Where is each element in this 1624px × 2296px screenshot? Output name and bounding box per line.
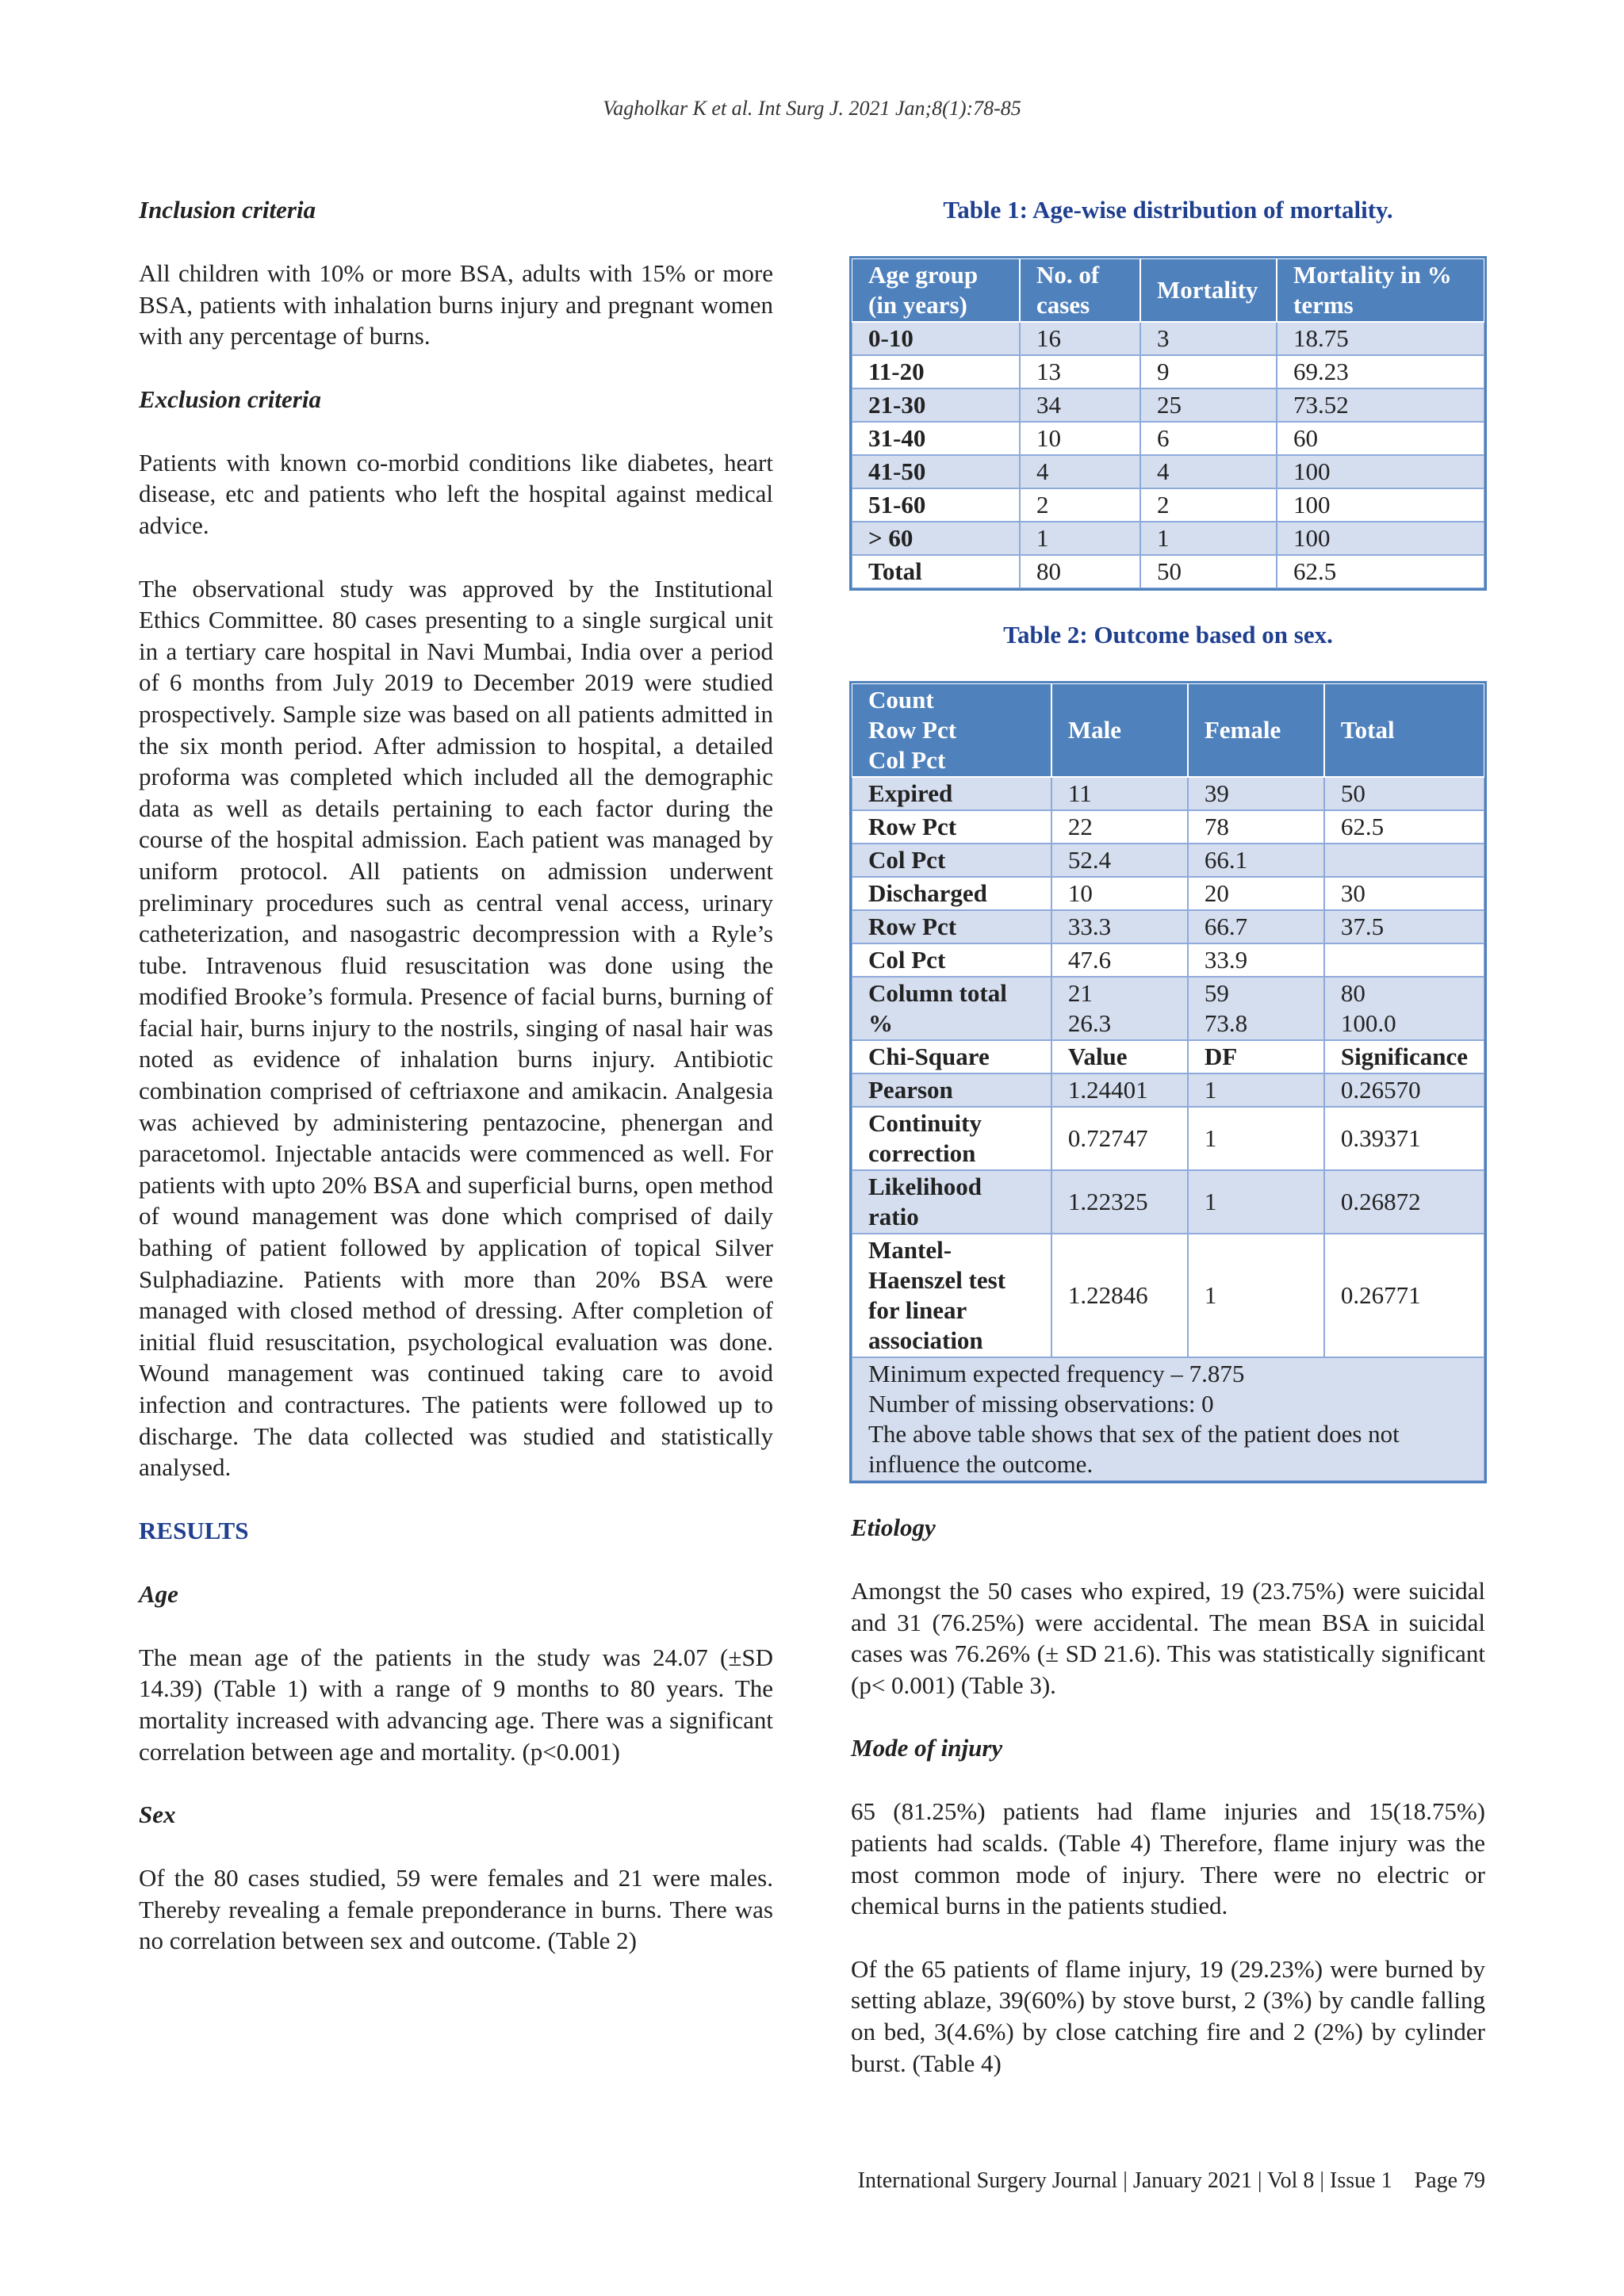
table2-header-label xyxy=(852,683,1051,777)
table-cell: 25 xyxy=(1140,388,1277,422)
table-cell: 10 xyxy=(1020,422,1140,455)
row-label: Likelihood ratio xyxy=(852,1170,1051,1234)
row-label: Row Pct xyxy=(852,810,1051,844)
cell-line: 73.8 xyxy=(1204,1009,1248,1037)
table-cell: 50 xyxy=(1324,777,1484,810)
row-label: 0-10 xyxy=(852,322,1020,355)
table-cell: 3 xyxy=(1140,322,1277,355)
row-label xyxy=(852,977,1051,1040)
table2-header-cell: Total xyxy=(1324,683,1484,777)
table-cell: 37.5 xyxy=(1324,910,1484,943)
table-row xyxy=(852,455,1484,488)
row-label-line: % xyxy=(868,1009,893,1037)
row-label: Expired xyxy=(852,777,1051,810)
left-column xyxy=(139,194,773,1988)
note-line: Minimum expected frequency – 7.875 xyxy=(868,1360,1245,1387)
table-cell: 16 xyxy=(1020,322,1140,355)
row-label: Col Pct xyxy=(852,844,1051,877)
table-cell: 69.23 xyxy=(1277,355,1484,388)
exclusion-heading: Exclusion criteria xyxy=(139,385,321,413)
table-row xyxy=(852,877,1484,910)
table-cell: 9 xyxy=(1140,355,1277,388)
table-row xyxy=(852,977,1484,1040)
row-label: 21-30 xyxy=(852,388,1020,422)
table-cell: 1.22846 xyxy=(1051,1234,1188,1357)
table-row xyxy=(852,322,1484,355)
right-column xyxy=(851,194,1485,2110)
sex-heading: Sex xyxy=(139,1800,176,1829)
cell-line: 59 xyxy=(1204,979,1229,1007)
table-cell: 39 xyxy=(1188,777,1324,810)
table-row xyxy=(852,1357,1484,1481)
table-cell: 100 xyxy=(1277,455,1484,488)
inclusion-text: All children with 10% or more BSA, adults with 15% or more BSA, patients with inhalation burns injury and pregnant women with any percentage of burns. xyxy=(139,259,773,350)
table-cell: 60 xyxy=(1277,422,1484,455)
table-cell: 1 xyxy=(1020,522,1140,555)
row-label: Pearson xyxy=(852,1073,1051,1107)
table-row xyxy=(852,1107,1484,1170)
table-cell: 4 xyxy=(1140,455,1277,488)
table-cell: Significance xyxy=(1324,1040,1484,1073)
table-cell: 52.4 xyxy=(1051,844,1188,877)
table-cell: 2 xyxy=(1020,488,1140,522)
row-label: Discharged xyxy=(852,877,1051,910)
table-cell: 33.3 xyxy=(1051,910,1188,943)
table-cell: 1.24401 xyxy=(1051,1073,1188,1107)
exclusion-text: Patients with known co-morbid conditions like diabetes, heart disease, etc and patients who left the hospital against medical advice. xyxy=(139,448,773,539)
table-cell: 30 xyxy=(1324,877,1484,910)
table-cell: 78 xyxy=(1188,810,1324,844)
table-row xyxy=(852,810,1484,844)
table-cell: 33.9 xyxy=(1188,943,1324,977)
table-cell: 50 xyxy=(1140,555,1277,588)
table1-header-cell: No. of cases xyxy=(1020,258,1140,322)
table-cell: 0.39371 xyxy=(1324,1107,1484,1170)
row-label: 31-40 xyxy=(852,422,1020,455)
table1-header-cell: Mortality in % terms xyxy=(1277,258,1484,322)
note-line: Number of missing observations: 0 xyxy=(868,1390,1214,1418)
table-cell: 62.5 xyxy=(1277,555,1484,588)
sex-text: Of the 80 cases studied, 59 were females and 21 were males. Thereby revealing a female preponderance in burns. There was no correlation between sex and outcome. (Table 2) xyxy=(139,1864,773,1955)
table-cell: 1 xyxy=(1188,1234,1324,1357)
table2-body xyxy=(852,777,1484,1481)
running-head: Vagholkar K et al. Int Surg J. 2021 Jan;8(1):78-85 xyxy=(603,97,1021,120)
table-row xyxy=(852,1073,1484,1107)
table-cell: 66.7 xyxy=(1188,910,1324,943)
table-cell: 0.72747 xyxy=(1051,1107,1188,1170)
cell-line: 21 xyxy=(1067,979,1093,1007)
mode-text-1: 65 (81.25%) patients had flame injuries and 15(18.75%) patients had scalds. (Table 4) Therefore, flame injury was the most common mode of injury. There were no electric or chemical burns in the patients studied. xyxy=(851,1797,1485,1920)
table-cell: 10 xyxy=(1051,877,1188,910)
table-row xyxy=(852,844,1484,877)
table-cell: 0.26872 xyxy=(1324,1170,1484,1234)
age-heading: Age xyxy=(139,1579,178,1608)
cell-line: 26.3 xyxy=(1067,1009,1112,1037)
table-cell: Value xyxy=(1051,1040,1188,1073)
table-cell xyxy=(1324,943,1484,977)
table-row xyxy=(852,422,1484,455)
table1-header-cell: Age group (in years) xyxy=(852,258,1020,322)
etiology-text: Amongst the 50 cases who expired, 19 (23.75%) were suicidal and 31 (76.25%) were accidental. The mean BSA in suicidal cases was 76.26% (± SD 21.6). This was statistically significant (p< 0.001) (Table 3). xyxy=(851,1577,1485,1699)
table-cell: 1 xyxy=(1188,1107,1324,1170)
row-label: Continuity correction xyxy=(852,1107,1051,1170)
table1-body xyxy=(852,322,1484,588)
results-heading: RESULTS xyxy=(139,1516,249,1544)
table-cell: 18.75 xyxy=(1277,322,1484,355)
table1-header-cell: Mortality xyxy=(1140,258,1277,322)
table-row xyxy=(852,1234,1484,1357)
table-row xyxy=(852,1170,1484,1234)
row-label: Chi-Square xyxy=(852,1040,1051,1073)
table-cell: 66.1 xyxy=(1188,844,1324,877)
table-row xyxy=(852,522,1484,555)
header-label-line: Count xyxy=(868,686,934,714)
table-row xyxy=(852,355,1484,388)
table-cell: 22 xyxy=(1051,810,1188,844)
mode-heading: Mode of injury xyxy=(851,1734,1003,1762)
table-cell: 2 xyxy=(1140,488,1277,522)
header-label-line: Row Pct xyxy=(868,716,957,744)
row-label: Col Pct xyxy=(852,943,1051,977)
page-footer: International Surgery Journal | January 2021 | Vol 8 | Issue 1 Page 79 xyxy=(857,2168,1485,2193)
table-row xyxy=(852,910,1484,943)
table-cell: 100 xyxy=(1277,522,1484,555)
table-cell: 47.6 xyxy=(1051,943,1188,977)
table-cell: 1.22325 xyxy=(1051,1170,1188,1234)
table-cell: 1 xyxy=(1188,1170,1324,1234)
row-label: 51-60 xyxy=(852,488,1020,522)
row-label: 11-20 xyxy=(852,355,1020,388)
table-cell: 1 xyxy=(1140,522,1277,555)
row-label: > 60 xyxy=(852,522,1020,555)
table2-caption: Table 2: Outcome based on sex. xyxy=(1003,621,1333,649)
cell-line: 100.0 xyxy=(1340,1009,1396,1037)
table1-caption: Table 1: Age-wise distribution of mortality. xyxy=(943,196,1393,224)
table-cell: 20 xyxy=(1188,877,1324,910)
table2 xyxy=(851,683,1485,1482)
table2-header-row xyxy=(852,683,1484,777)
table2-header-cell: Female xyxy=(1188,683,1324,777)
table-note xyxy=(852,1357,1484,1481)
table-row xyxy=(852,488,1484,522)
table-cell: 0.26570 xyxy=(1324,1073,1484,1107)
table-cell xyxy=(1324,844,1484,877)
row-label: Row Pct xyxy=(852,910,1051,943)
table-cell: 100 xyxy=(1277,488,1484,522)
inclusion-heading: Inclusion criteria xyxy=(139,196,316,224)
etiology-heading: Etiology xyxy=(851,1513,936,1541)
table-cell: 13 xyxy=(1020,355,1140,388)
table-cell: 4 xyxy=(1020,455,1140,488)
mode-text-2: Of the 65 patients of flame injury, 19 (29.23%) were burned by setting ablaze, 39(60%) by stove burst, 2 (3%) by candle falling on bed, 3(4.6%) by close catching fire and 2 (2%) by cylinder burst. (Table 4) xyxy=(851,1954,1485,2077)
table-cell xyxy=(1051,977,1188,1040)
table-cell: 6 xyxy=(1140,422,1277,455)
table-cell: 1 xyxy=(1188,1073,1324,1107)
row-label: Total xyxy=(852,555,1020,588)
table-cell xyxy=(1188,977,1324,1040)
table-row xyxy=(852,943,1484,977)
row-label: Mantel-Haenszel test for linear association xyxy=(852,1234,1051,1357)
table-cell: DF xyxy=(1188,1040,1324,1073)
table-row xyxy=(852,388,1484,422)
note-line: The above table shows that sex of the patient does not influence the outcome. xyxy=(868,1420,1400,1478)
methods-text: The observational study was approved by the Institutional Ethics Committee. 80 cases presenting to a single surgical unit in a tertiary care hospital in Navi Mumbai, India over a period of 6 months from July 2019 to December 2019 were studied prospectively. Sample size was based on all patients admitted in the six month period. After admission to hospital, a detailed proforma was completed which included all the demographic data as well as details pertaining to each factor during the course of the hospital admission. Each patient was managed by uniform protocol. All patients on admission underwent preliminary procedures such as central venal access, urinary catheterization, and nasogastric decompression with a Ryle’s tube. Intravenous fluid resuscitation was done using the modified Brooke’s formula. Presence of facial burns, burning of facial hair, burns injury to the nostrils, singing of nasal hair was noted as evidence of inhalation burns injury. Antibiotic combination comprised of ceftriaxone and amikacin. Analgesia was achieved by administering pentazocine, phenergan and paracetomol. Injectable antacids were commenced as well. For patients with upto 20% BSA and superficial burns, open method of wound management was done which comprised of daily bathing of patient followed by application of topical Silver Sulphadiazine. Patients with more than 20% BSA were managed with closed method of dressing. After completion of initial fluid resuscitation, psychological evaluation was done. Wound management was continued taking care to avoid infection and contractures. The patients were followed up to discharge. The data collected was studied and statistically analysed. xyxy=(139,574,773,1482)
age-text: The mean age of the patients in the study was 24.07 (±SD 14.39) (Table 1) with a range of 9 months to 80 years. The mortality increased with advancing age. There was a significant correlation between age and mortality. (p<0.001) xyxy=(139,1643,773,1766)
table-cell: 73.52 xyxy=(1277,388,1484,422)
cell-line: 80 xyxy=(1340,979,1365,1007)
table-cell: 0.26771 xyxy=(1324,1234,1484,1357)
table1 xyxy=(851,258,1485,589)
table-cell: 11 xyxy=(1051,777,1188,810)
table-cell: 34 xyxy=(1020,388,1140,422)
table-cell: 62.5 xyxy=(1324,810,1484,844)
row-label-line: Column total xyxy=(868,979,1007,1007)
table-row xyxy=(852,1040,1484,1073)
table1-header-row xyxy=(852,258,1484,322)
table-cell xyxy=(1324,977,1484,1040)
table-row xyxy=(852,777,1484,810)
table2-header-cell: Male xyxy=(1051,683,1188,777)
row-label: 41-50 xyxy=(852,455,1020,488)
table-row xyxy=(852,555,1484,588)
header-label-line: Col Pct xyxy=(868,746,946,774)
table-cell: 80 xyxy=(1020,555,1140,588)
